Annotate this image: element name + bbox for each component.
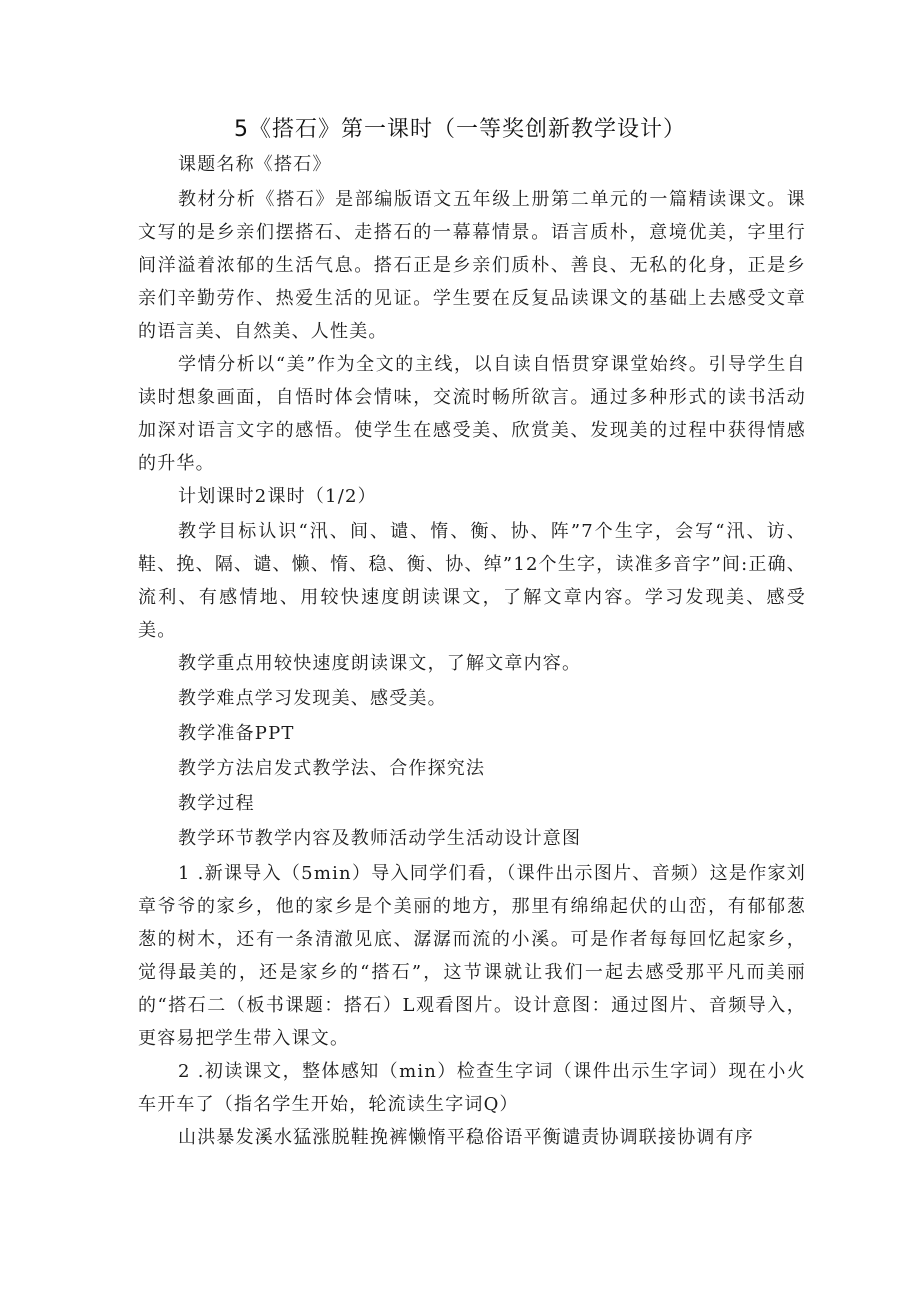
paragraph-table-header: 教学环节教学内容及教师活动学生活动设计意图 bbox=[178, 828, 582, 849]
paragraph-first-reading: 2 .初读课文，整体感知（min）检查生字词（课件出示生字词）现在小火车开车了（指名学生开始，轮流读生字词Q） bbox=[138, 1061, 806, 1115]
paragraph-teaching-focus: 教学重点用较快速度朗读课文，了解文章内容。 bbox=[178, 653, 582, 674]
paragraph-teaching-process: 教学过程 bbox=[178, 793, 255, 814]
paragraph-teaching-preparation: 教学准备PPT bbox=[178, 723, 295, 744]
paragraph-teaching-goals: 教学目标认识“汛、间、谴、惰、衡、协、阵”7个生字，会写“汛、访、鞋、挽、隔、谴、懒、惰、稳、衡、协、绰”12个生字，读准多音字”间:正确、流利、有感情地、用较快速度朗读课文，了解文章内容。学习发现美、感受美。 bbox=[138, 521, 806, 641]
paragraph-teaching-difficulty: 教学难点学习发现美、感受美。 bbox=[178, 688, 447, 709]
paragraph-course-name: 课题名称《搭石》 bbox=[178, 154, 332, 175]
paragraph-material-analysis: 教材分析《搭石》是部编版语文五年级上册第二单元的一篇精读课文。课文写的是乡亲们摆搭石、走搭石的一幕幕情景。语言质朴，意境优美，字里行间洋溢着浓郁的生活气息。搭石正是乡亲们质朴、善良、无私的化身，正是乡亲们辛勤劳作、热爱生活的见证。学生要在反复品读课文的基础上去感受文章的语言美、自然美、人性美。 bbox=[138, 189, 806, 342]
paragraph-teaching-method: 教学方法启发式教学法、合作探究法 bbox=[178, 758, 486, 779]
paragraph-learner-analysis: 学情分析以“美”作为全文的主线，以自读自悟贯穿课堂始终。引导学生自读时想象画面，自悟时体会情味，交流时畅所欲言。通过多种形式的读书活动加深对语言文字的感悟。使学生在感受美、欣赏美、发现美的过程中获得情感的升华。 bbox=[138, 354, 806, 474]
paragraph-new-lesson-intro: 1 .新课导入（5min）导入同学们看，（课件出示图片、音频）这是作家刘章爷爷的家乡，他的家乡是个美丽的地方，那里有绵绵起伏的山峦，有郁郁葱葱的树木，还有一条清澈见底、潺潺而流的小溪。可是作者每每回忆起家乡，觉得最美的，还是家乡的“搭石”，这节课就让我们一起去感受那平凡而美丽的“搭石二（板书课题：搭石）L观看图片。设计意图：通过图片、音频导入，更容易把学生带入课文。 bbox=[138, 863, 806, 1049]
paragraph-planned-hours: 计划课时2课时（1/2） bbox=[178, 486, 377, 507]
document-title: 5《搭石》第一课时（一等奖创新教学设计） bbox=[234, 117, 686, 142]
document-body bbox=[138, 148, 806, 1154]
paragraph-vocabulary-list: 山洪暴发溪水猛涨脱鞋挽裤懒惰平稳俗语平衡谴责协调联接协调有序 bbox=[178, 1127, 754, 1148]
